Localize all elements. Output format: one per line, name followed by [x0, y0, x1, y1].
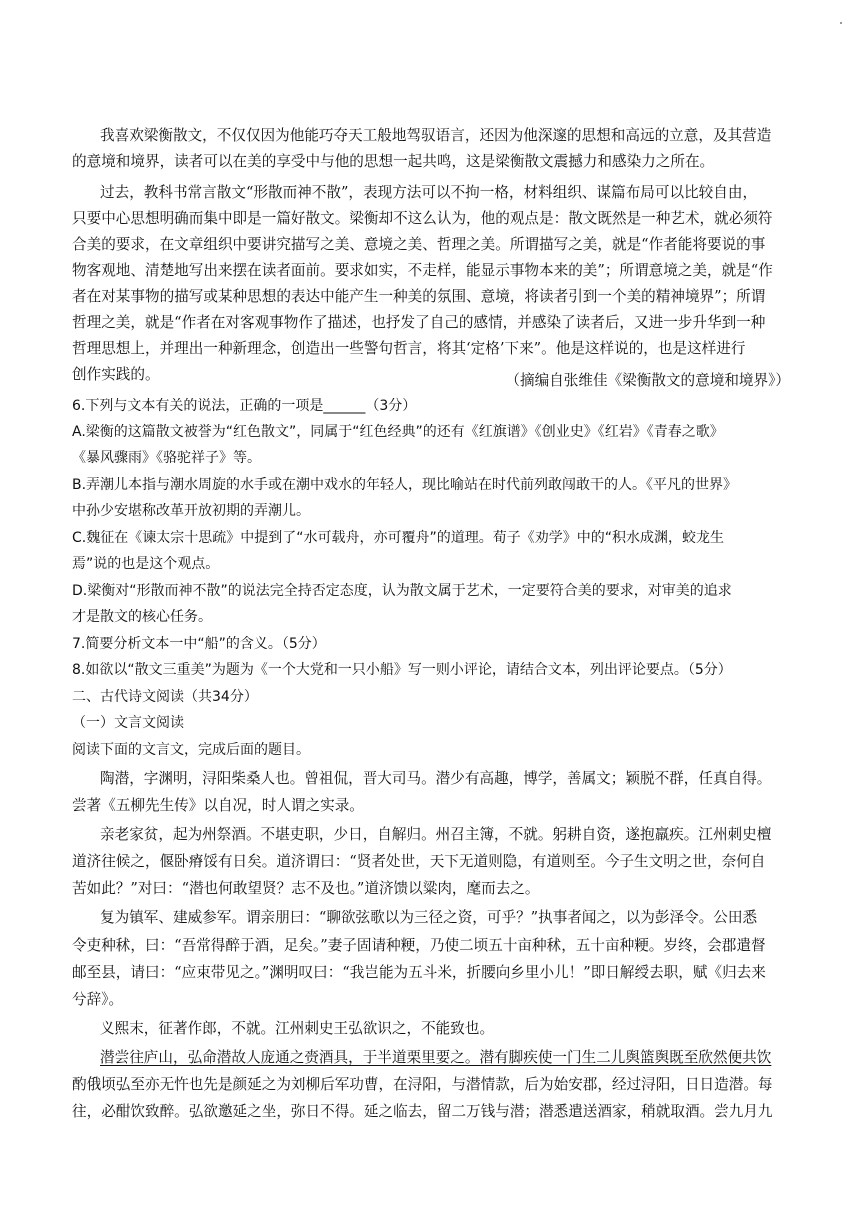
option-d-cont: 才是散文的核心任务。: [72, 609, 212, 625]
passage-line: 令吏种秫，曰：“吾常得醉于酒，足矣。”妻子固请种粳，乃使二顷五十亩种秫，五十亩种粳。岁终，会郡遣督: [72, 937, 766, 954]
passage-line: 复为镇军、建威参军。谓亲朋曰：“聊欲弦歌以为三径之资，可乎？”执事者闻之，以为彭泽令。公田悉: [100, 909, 758, 926]
page-mark: [840, 22, 842, 24]
source-citation: （摘编自张维佳《梁衡散文的意境和境界》）: [505, 372, 790, 389]
question-7: 7.简要分析文本一中“船”的含义。（5分）: [72, 636, 326, 652]
passage-line-underlined: 潜尝往庐山，弘命潜故人庞通之赍酒具，于半道栗里要之。潜有脚疾使一门生二儿舆篮舆既至欣然便共饮: [100, 1049, 772, 1066]
question-8: 8.如欲以“散文三重美”为题为《一个大党和一只小船》写一则小评论，请结合文本，列出评论要点。（5分）: [72, 662, 732, 678]
passage-line: 邮至县，请曰：“应束带见之。”渊明叹曰：“我岂能为五斗米，折腰向乡里小儿！”即日解绶去职，赋《归去来: [72, 964, 766, 981]
paragraph-line: 物客观地、清楚地写出来摆在读者面前。要求如实，不走样，能显示事物本来的美”；所谓意境之美，就是“作: [72, 262, 773, 279]
passage-line: 道济往候之，偃卧瘠馁有日矣。道济谓曰：“贤者处世，天下无道则隐，有道则至。今子生文明之世，奈何自: [72, 853, 766, 870]
option-b-cont: 中孙少安堪称改革开放初期的弄潮儿。: [72, 503, 310, 519]
option-c-cont: 焉”说的也是这个观点。: [72, 556, 220, 572]
passage-line: 苦如此？”对曰：“潜也何敢望贤？志不及也。”道济馈以粱肉，麾而去之。: [72, 880, 540, 897]
passage-line: 酌俄顷弘至亦无忤也先是颜延之为刘柳后军功曹，在浔阳，与潜情款，后为始安郡，经过浔阳，日日造潜。每: [72, 1076, 773, 1093]
instruction: 阅读下面的文言文，完成后面的题目。: [72, 742, 310, 758]
paragraph-line: 者在对某事物的描写或某种思想的表达中能产生一种美的氛围、意境，将读者引到一个美的精神境界”；所谓: [72, 288, 766, 305]
passage-line: 义熙末，征著作郎，不就。江州刺史王弘欲识之，不能致也。: [100, 1020, 495, 1037]
option-a: A.梁衡的这篇散文被誉为“红色散文”，同属于“红色经典”的还有《红旗谱》《创业史》《红岩》《青春之歌》: [72, 424, 724, 440]
paragraph-line: 合美的要求，在文章组织中要讲究描写之美、意境之美、哲理之美。所谓描写之美，就是“作者能将要说的事: [72, 236, 766, 253]
subsection-heading: （一）文言文阅读: [72, 715, 184, 731]
passage-line: 往，必酣饮致醉。弘欲邀延之坐，弥日不得。延之临去，留二万钱与潜；潜悉遣送酒家，稍就取酒。尝九月九: [72, 1103, 773, 1120]
option-a-cont: 《暴风骤雨》《骆驼祥子》等。: [72, 450, 261, 466]
paragraph-line: 只要中心思想明确而集中即是一篇好散文。梁衡却不这么认为，他的观点是：散文既然是一种艺术，就必须符: [72, 210, 773, 227]
passage-line: 亲老家贫，起为州祭酒。不堪吏职，少日，自解归。州召主簿，不就。躬耕自资，遂抱羸疾。江州刺史檀: [100, 826, 772, 843]
paragraph-line: 哲理思想上，并理出一种新理念，创造出一些警句哲言，将其‘定格’下来”。他是这样说的，也是这样进行: [72, 340, 746, 357]
passage-line: 兮辞》。: [72, 991, 124, 1008]
paragraph-line: 创作实践的。: [72, 366, 160, 383]
passage-line: 尝著《五柳先生传》以自况，时人谓之实录。: [72, 797, 364, 814]
option-d: D.梁衡对“形散而神不散”的说法完全持否定态度，认为散文属于艺术，一定要符合美的要求，对审美的追求: [72, 583, 732, 599]
option-b: B.弄潮儿本指与潮水周旋的水手或在潮中戏水的年轻人，现比喻站在时代前列敢闯敢干的人。《平凡的世界》: [72, 477, 738, 493]
paragraph-line: 我喜欢梁衡散文，不仅仅因为他能巧夺天工般地驾驭语言，还因为他深邃的思想和高远的立意，及其营造: [100, 127, 772, 144]
passage-line: 陶潜，字渊明，浔阳柴桑人也。曾祖侃，晋大司马。潜少有高趣，博学，善属文；颖脱不群，任真自得。: [100, 770, 772, 787]
section-heading: 二、古代诗文阅读（共34分）: [72, 689, 258, 705]
paragraph-line: 哲理之美，就是“作者在对客观事物作了描述，也抒发了自己的感情，并感染了读者后，又进一步升华到一种: [72, 314, 766, 331]
paragraph-line: 过去，教科书常言散文“形散而神不散”，表现方法可以不拘一格，材料组织、谋篇布局可以比较自由，: [100, 184, 758, 201]
option-c: C.魏征在《谏太宗十思疏》中提到了“水可载舟，亦可覆舟”的道理。荀子《劝学》中的“积水成渊，蛟龙生: [72, 530, 724, 546]
paragraph-line: 的意境和境界，读者可以在美的享受中与他的思想一起共鸣，这是梁衡散文震撼力和感染力之所在。: [72, 153, 715, 170]
question-6: 6.下列与文本有关的说法，正确的一项是______（3分）: [72, 398, 417, 414]
